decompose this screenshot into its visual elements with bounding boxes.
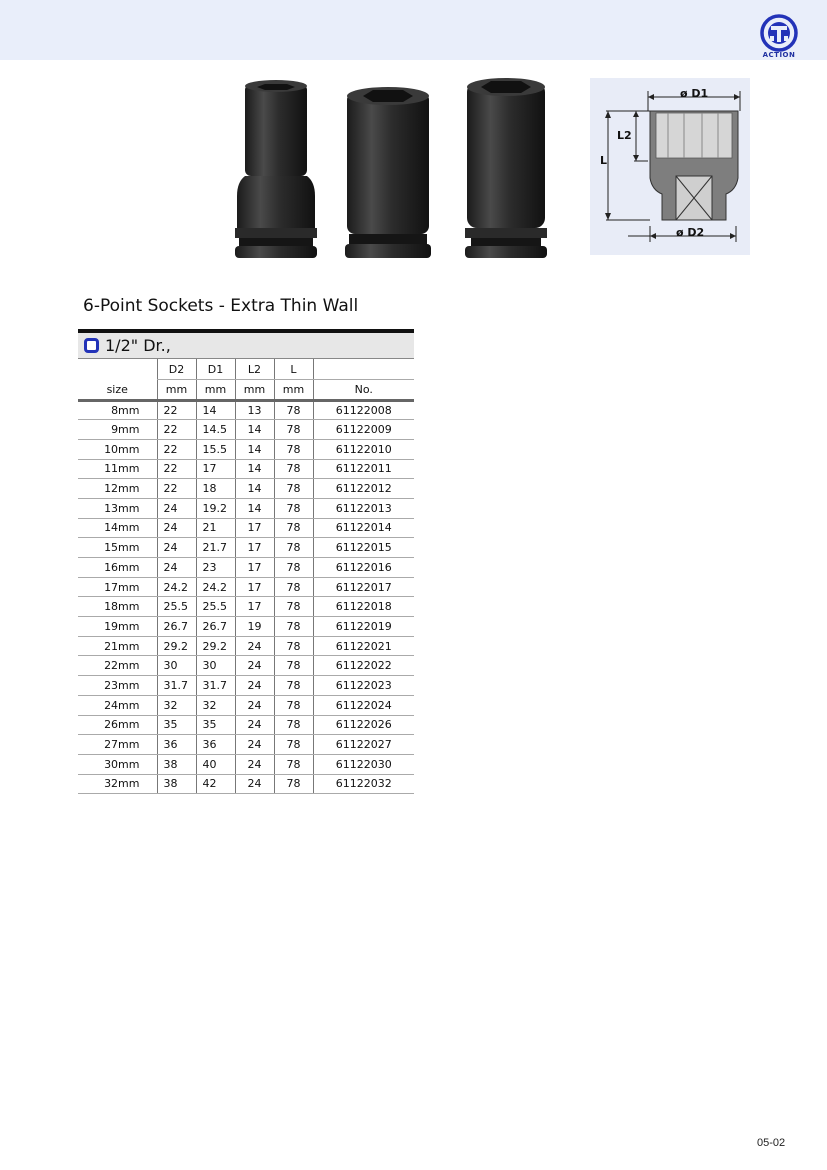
bullet-icon bbox=[84, 338, 99, 353]
part-number-cell: 61122032 bbox=[313, 774, 414, 794]
spec-table bbox=[78, 329, 414, 794]
d2-cell: 32 bbox=[157, 695, 196, 715]
d2-cell: 29.2 bbox=[157, 636, 196, 656]
size-cell: 27mm bbox=[78, 735, 157, 755]
table-row bbox=[78, 538, 414, 558]
size-cell: 26mm bbox=[78, 715, 157, 735]
d1-cell: 35 bbox=[196, 715, 235, 735]
header-row-units bbox=[78, 380, 414, 401]
d1-cell: 32 bbox=[196, 695, 235, 715]
part-number-cell: 61122023 bbox=[313, 676, 414, 696]
part-number-cell: 61122009 bbox=[313, 420, 414, 440]
l2-cell: 17 bbox=[235, 518, 274, 538]
table-row bbox=[78, 597, 414, 617]
l2-cell: 14 bbox=[235, 479, 274, 499]
table-row bbox=[78, 400, 414, 420]
part-number-cell: 61122014 bbox=[313, 518, 414, 538]
table-row bbox=[78, 754, 414, 774]
part-number-cell: 61122011 bbox=[313, 459, 414, 479]
d2-cell: 26.7 bbox=[157, 617, 196, 637]
dimension-diagram bbox=[590, 78, 750, 255]
size-cell: 9mm bbox=[78, 420, 157, 440]
l-cell: 78 bbox=[274, 420, 313, 440]
page-number: 05-02 bbox=[757, 1137, 786, 1149]
l2-cell: 24 bbox=[235, 735, 274, 755]
d1-cell: 26.7 bbox=[196, 617, 235, 637]
size-cell: 22mm bbox=[78, 656, 157, 676]
l2-cell: 17 bbox=[235, 538, 274, 558]
table-row bbox=[78, 617, 414, 637]
size-cell: 24mm bbox=[78, 695, 157, 715]
header-cell: No. bbox=[313, 380, 414, 401]
action-logo-icon bbox=[757, 14, 801, 54]
header-cell bbox=[78, 359, 157, 380]
d1-cell: 19.2 bbox=[196, 498, 235, 518]
d2-cell: 31.7 bbox=[157, 676, 196, 696]
d2-cell: 30 bbox=[157, 656, 196, 676]
table-row bbox=[78, 656, 414, 676]
part-number-cell: 61122016 bbox=[313, 558, 414, 578]
header-band bbox=[0, 0, 827, 60]
part-number-cell: 61122018 bbox=[313, 597, 414, 617]
d1-cell: 17 bbox=[196, 459, 235, 479]
l2-cell: 17 bbox=[235, 558, 274, 578]
l-cell: 78 bbox=[274, 479, 313, 499]
d2-cell: 24 bbox=[157, 538, 196, 558]
part-number-cell: 61122015 bbox=[313, 538, 414, 558]
size-cell: 21mm bbox=[78, 636, 157, 656]
l-cell: 78 bbox=[274, 774, 313, 794]
table-row bbox=[78, 558, 414, 578]
d1-cell: 24.2 bbox=[196, 577, 235, 597]
d1-cell: 42 bbox=[196, 774, 235, 794]
l-cell: 78 bbox=[274, 577, 313, 597]
size-cell: 16mm bbox=[78, 558, 157, 578]
d2-cell: 22 bbox=[157, 439, 196, 459]
l2-cell: 19 bbox=[235, 617, 274, 637]
l2-label: L2 bbox=[617, 129, 632, 142]
l2-cell: 24 bbox=[235, 656, 274, 676]
part-number-cell: 61122012 bbox=[313, 479, 414, 499]
l2-cell: 13 bbox=[235, 400, 274, 420]
part-number-cell: 61122019 bbox=[313, 617, 414, 637]
table-row bbox=[78, 735, 414, 755]
d1-label: ø D1 bbox=[680, 87, 709, 100]
d1-cell: 25.5 bbox=[196, 597, 235, 617]
l2-cell: 17 bbox=[235, 577, 274, 597]
header-cell: L bbox=[274, 359, 313, 380]
d1-cell: 18 bbox=[196, 479, 235, 499]
part-number-cell: 61122027 bbox=[313, 735, 414, 755]
size-cell: 32mm bbox=[78, 774, 157, 794]
header-cell: D2 bbox=[157, 359, 196, 380]
table-row bbox=[78, 715, 414, 735]
d1-cell: 15.5 bbox=[196, 439, 235, 459]
l2-cell: 14 bbox=[235, 459, 274, 479]
socket-image-3 bbox=[465, 78, 547, 258]
size-cell: 13mm bbox=[78, 498, 157, 518]
d1-cell: 21 bbox=[196, 518, 235, 538]
l-cell: 78 bbox=[274, 558, 313, 578]
l-cell: 78 bbox=[274, 518, 313, 538]
socket-image-1 bbox=[235, 80, 317, 258]
d2-cell: 38 bbox=[157, 754, 196, 774]
l2-cell: 24 bbox=[235, 676, 274, 696]
d2-cell: 24 bbox=[157, 498, 196, 518]
size-cell: 17mm bbox=[78, 577, 157, 597]
l2-cell: 14 bbox=[235, 420, 274, 440]
size-cell: 19mm bbox=[78, 617, 157, 637]
part-number-cell: 61122026 bbox=[313, 715, 414, 735]
size-cell: 23mm bbox=[78, 676, 157, 696]
size-cell: 8mm bbox=[78, 400, 157, 420]
size-cell: 10mm bbox=[78, 439, 157, 459]
table-row bbox=[78, 518, 414, 538]
d2-cell: 22 bbox=[157, 459, 196, 479]
d1-cell: 21.7 bbox=[196, 538, 235, 558]
socket-image-2 bbox=[345, 87, 431, 258]
table-row bbox=[78, 577, 414, 597]
l-cell: 78 bbox=[274, 459, 313, 479]
d1-cell: 36 bbox=[196, 735, 235, 755]
part-number-cell: 61122008 bbox=[313, 400, 414, 420]
table-row bbox=[78, 420, 414, 440]
l2-cell: 24 bbox=[235, 715, 274, 735]
table-row bbox=[78, 636, 414, 656]
l-cell: 78 bbox=[274, 754, 313, 774]
d2-cell: 22 bbox=[157, 400, 196, 420]
table-row bbox=[78, 695, 414, 715]
l2-cell: 24 bbox=[235, 695, 274, 715]
table-row bbox=[78, 498, 414, 518]
table-body bbox=[78, 400, 414, 794]
product-photo bbox=[225, 78, 555, 268]
l-cell: 78 bbox=[274, 538, 313, 558]
l-cell: 78 bbox=[274, 656, 313, 676]
header-cell: mm bbox=[157, 380, 196, 401]
part-number-cell: 61122013 bbox=[313, 498, 414, 518]
brand-logo bbox=[757, 14, 801, 62]
d2-cell: 35 bbox=[157, 715, 196, 735]
d1-cell: 14 bbox=[196, 400, 235, 420]
table-row bbox=[78, 459, 414, 479]
part-number-cell: 61122021 bbox=[313, 636, 414, 656]
drive-size-bar bbox=[78, 329, 414, 359]
brand-logo-text: ACTION bbox=[762, 51, 796, 59]
d2-cell: 38 bbox=[157, 774, 196, 794]
d1-cell: 30 bbox=[196, 656, 235, 676]
d2-cell: 24 bbox=[157, 518, 196, 538]
d1-cell: 14.5 bbox=[196, 420, 235, 440]
l-cell: 78 bbox=[274, 498, 313, 518]
drive-size-label: 1/2" Dr., bbox=[105, 336, 171, 355]
header-row-dimensions bbox=[78, 359, 414, 380]
d2-cell: 22 bbox=[157, 420, 196, 440]
header-cell: mm bbox=[235, 380, 274, 401]
d1-cell: 23 bbox=[196, 558, 235, 578]
header-cell: mm bbox=[274, 380, 313, 401]
part-number-cell: 61122024 bbox=[313, 695, 414, 715]
l2-cell: 24 bbox=[235, 774, 274, 794]
header-cell: size bbox=[78, 380, 157, 401]
d2-label: ø D2 bbox=[676, 226, 705, 239]
l-cell: 78 bbox=[274, 735, 313, 755]
l-cell: 78 bbox=[274, 597, 313, 617]
dimension-table bbox=[78, 359, 414, 794]
header-cell: D1 bbox=[196, 359, 235, 380]
d2-cell: 36 bbox=[157, 735, 196, 755]
d2-cell: 22 bbox=[157, 479, 196, 499]
table-row bbox=[78, 774, 414, 794]
l-cell: 78 bbox=[274, 439, 313, 459]
size-cell: 14mm bbox=[78, 518, 157, 538]
section-title: 6-Point Sockets - Extra Thin Wall bbox=[83, 296, 359, 316]
l-cell: 78 bbox=[274, 676, 313, 696]
size-cell: 30mm bbox=[78, 754, 157, 774]
part-number-cell: 61122017 bbox=[313, 577, 414, 597]
l-cell: 78 bbox=[274, 400, 313, 420]
d2-cell: 24 bbox=[157, 558, 196, 578]
size-cell: 11mm bbox=[78, 459, 157, 479]
d2-cell: 25.5 bbox=[157, 597, 196, 617]
l2-cell: 17 bbox=[235, 597, 274, 617]
size-cell: 15mm bbox=[78, 538, 157, 558]
l2-cell: 14 bbox=[235, 439, 274, 459]
d2-cell: 24.2 bbox=[157, 577, 196, 597]
l2-cell: 24 bbox=[235, 754, 274, 774]
header-cell bbox=[313, 359, 414, 380]
table-row bbox=[78, 676, 414, 696]
l-cell: 78 bbox=[274, 715, 313, 735]
size-cell: 12mm bbox=[78, 479, 157, 499]
size-cell: 18mm bbox=[78, 597, 157, 617]
l2-cell: 14 bbox=[235, 498, 274, 518]
header-cell: L2 bbox=[235, 359, 274, 380]
d1-cell: 31.7 bbox=[196, 676, 235, 696]
d1-cell: 40 bbox=[196, 754, 235, 774]
l-cell: 78 bbox=[274, 695, 313, 715]
part-number-cell: 61122010 bbox=[313, 439, 414, 459]
part-number-cell: 61122022 bbox=[313, 656, 414, 676]
header-cell: mm bbox=[196, 380, 235, 401]
d1-cell: 29.2 bbox=[196, 636, 235, 656]
l-label: L bbox=[600, 154, 608, 167]
l2-cell: 24 bbox=[235, 636, 274, 656]
l-cell: 78 bbox=[274, 617, 313, 637]
table-row bbox=[78, 479, 414, 499]
table-row bbox=[78, 439, 414, 459]
part-number-cell: 61122030 bbox=[313, 754, 414, 774]
l-cell: 78 bbox=[274, 636, 313, 656]
